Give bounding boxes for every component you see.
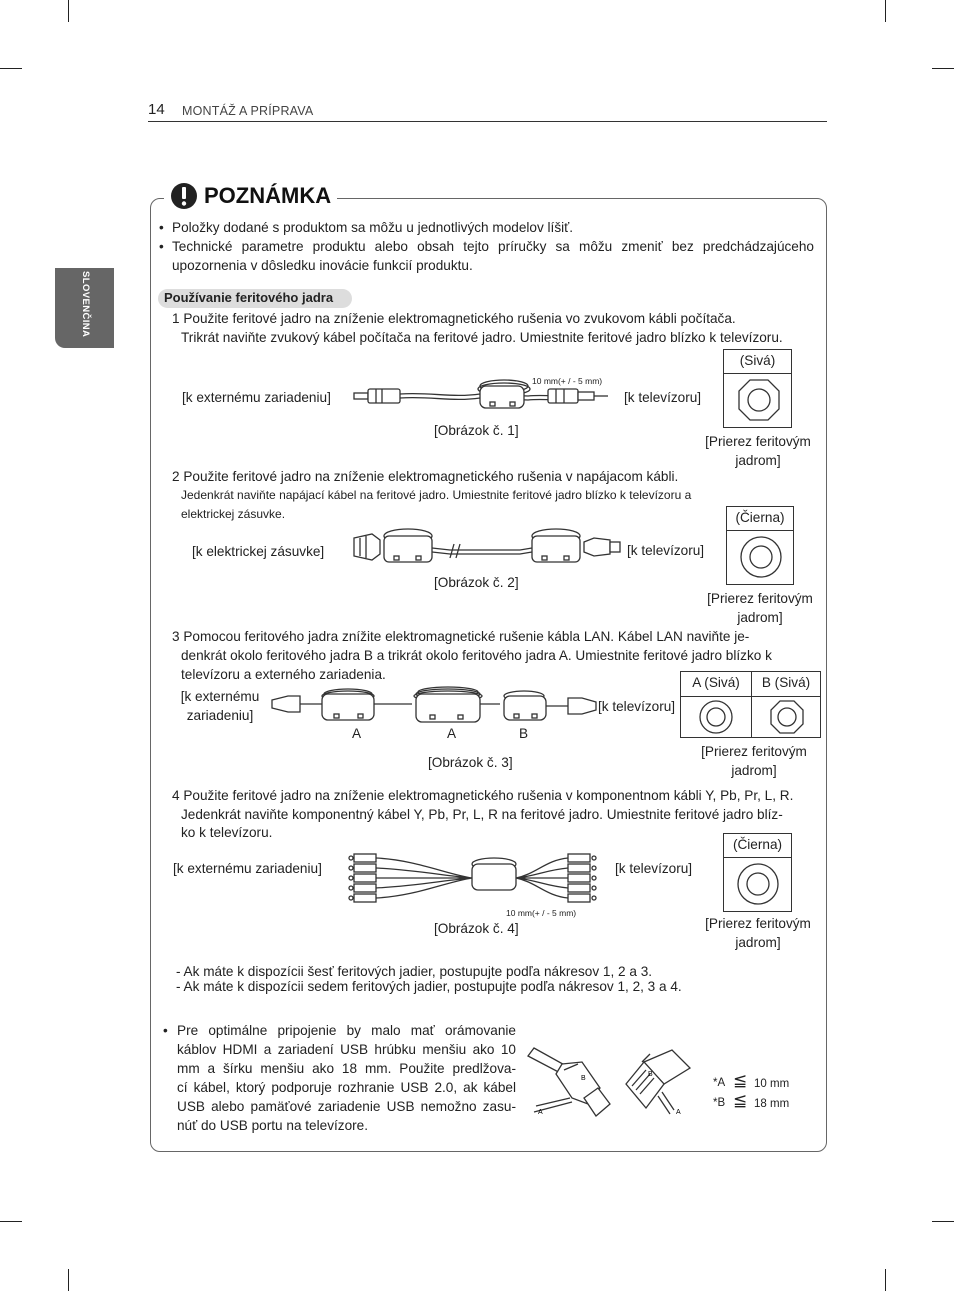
spec-a-value: 10 mm: [754, 1078, 790, 1090]
hdmi-line: mm a šírku menšiu ako 18 mm. Použite predlžova-: [177, 1061, 516, 1076]
component-plugs-right: [568, 854, 596, 902]
item2-caption: [Obrázok č. 2]: [434, 575, 519, 590]
item1-line1: 1 Použite feritové jadro na zníženie elektromagnetického rušenia vo zvukovom kábli počítača.: [172, 311, 736, 326]
power-cable-figure: [350, 524, 626, 570]
item1-right-label: [k televízoru]: [624, 390, 702, 405]
round-core-icon: [736, 862, 780, 906]
bullet-text: Technické parametre produktu alebo obsah tejto príručky sa môžu zmeniť bez predchádzajúceho upozornenia v dôsledku inovácie funkcií produktu.: [172, 239, 814, 273]
item4-left-label: [k externému zariadeniu]: [173, 861, 322, 876]
hdmi-line: káblov HDMI a zariadení USB hrúbku menšiu ako 10: [177, 1042, 516, 1057]
lan-plug-left: [272, 696, 300, 712]
round-core-icon: [698, 699, 734, 735]
note-header: [164, 176, 337, 216]
item3-section-label: jadrom]: [731, 763, 777, 778]
ferrite-core: [480, 386, 524, 408]
lan-cable-figure: [270, 684, 600, 726]
less-equal-icon: ≦: [733, 1091, 748, 1110]
less-equal-icon: ≦: [733, 1071, 748, 1090]
crop-mark: [68, 1269, 69, 1291]
ferrite-core: [384, 536, 432, 562]
item1-box-label: (Sivá): [739, 353, 776, 368]
item4-line3: ko k televízoru.: [181, 825, 273, 840]
hdmi-line: USB alebo pamäťové zariadenie USB nemožno zasu-: [177, 1099, 516, 1114]
item3-marker-b: B: [519, 726, 529, 741]
page-number: 14: [148, 101, 165, 118]
item1-caption: [Obrázok č. 1]: [434, 423, 519, 438]
hdmi-text: [177, 1021, 516, 1135]
exclamation-icon: [170, 182, 198, 210]
item2-line1: 2 Použite feritové jadro na zníženie elektromagnetického rušenia v napájacom kábli.: [172, 469, 679, 484]
footnote: - Ak máte k dispozícii šesť feritových jadier, postupujte podľa nákresov 1, 2 a 3.: [176, 964, 653, 979]
item4-section-box: [723, 833, 792, 912]
section-title: MONTÁŽ A PRÍPRAVA: [182, 104, 314, 118]
bullet-text: Položky dodané s produktom sa môžu u jednotlivých modelov líšiť.: [172, 220, 574, 235]
item2-line2: Jedenkrát naviňte napájací kábel na feritové jadro. Umiestnite feritové jadro blízko k televízoru a: [181, 488, 692, 502]
header-rule: [148, 121, 827, 122]
hdmi-label-b: B: [581, 1075, 586, 1082]
spec-b-value: 18 mm: [754, 1098, 790, 1110]
lan-plug-right: [568, 698, 596, 714]
item3-section-label: [Prierez feritovým: [701, 744, 807, 759]
item4-line1: 4 Použite feritové jadro na zníženie elektromagnetického rušenia v komponentnom kábli Y, Pb, Pr, L, R.: [172, 788, 794, 803]
audio-plug-left-body: [368, 389, 400, 403]
audio-plug-right-body: [548, 389, 578, 403]
bullet-dot: •: [163, 1023, 168, 1038]
crop-mark: [932, 68, 954, 69]
item4-caption: [Obrázok č. 4]: [434, 921, 519, 936]
octagon-core-icon: [769, 699, 805, 735]
item3-box-label-b: B (Sivá): [761, 675, 811, 690]
crop-mark: [885, 0, 886, 22]
ferrite-core-b: [504, 696, 546, 720]
crop-mark: [932, 1221, 954, 1222]
language-tab: [55, 268, 114, 348]
usb-label-a: A: [676, 1109, 681, 1116]
item2-section-label: jadrom]: [737, 610, 783, 625]
item3-box-label-a: A (Sivá): [692, 675, 740, 690]
language-tab-label: SLOVENČINA: [80, 271, 91, 338]
crop-mark: [0, 1221, 22, 1222]
item2-left-label: [k elektrickej zásuvke]: [192, 544, 325, 559]
hdmi-line: Pre optimálne pripojenie by malo mať orámovanie: [177, 1023, 516, 1038]
spec-a-label: *A: [713, 1077, 726, 1089]
item3-marker-a: A: [447, 726, 457, 741]
ferrite-heading: Používanie feritového jadra: [164, 290, 334, 305]
ferrite-core: [532, 536, 580, 562]
hdmi-connector-figure: [526, 1040, 616, 1126]
item4-section-label: [Prierez feritovým: [705, 916, 811, 931]
item2-right-label: [k televízoru]: [627, 543, 705, 558]
footnote: - Ak máte k dispozícii sedem feritových jadier, postupujte podľa nákresov 1, 2, 3 a 4.: [176, 979, 682, 994]
item1-dimension: 10 mm(+ / - 5 mm): [532, 376, 603, 386]
hdmi-label-a: A: [538, 1109, 543, 1116]
item1-left-label: [k externému zariadeniu]: [182, 390, 331, 405]
item4-box-label: (Čierna): [732, 837, 783, 852]
item4-line2: Jedenkrát naviňte komponentný kábel Y, Pb, Pr, L, R na feritové jadro. Umiestnite feritové jadro blíz-: [181, 807, 783, 822]
spec-b-label: *B: [713, 1097, 726, 1109]
item3-line2: denkrát okolo feritového jadra B a trikrát okolo feritového jadra A. Umiestnite feritové jadro blízko k: [181, 648, 772, 663]
audio-plug-right: [578, 392, 594, 400]
item2-line3: elektrickej zásuvke.: [181, 507, 286, 521]
item2-box-label: (Čierna): [735, 510, 785, 525]
item1-line2: Trikrát naviňte zvukový kábel počítača na feritové jadro. Umiestnite feritové jadro blízko k televízoru.: [181, 330, 783, 345]
ferrite-core: [472, 864, 516, 890]
hdmi-line: cí kábel, ktorý podporuje rozhranie USB 2.0, ak kábel: [177, 1080, 516, 1095]
item2-section-box: [726, 506, 794, 585]
item1-section-label: [Prierez feritovým: [705, 434, 811, 449]
item1-section-label: jadrom]: [735, 453, 781, 468]
power-cable-line: [432, 548, 532, 550]
audio-plug-left: [354, 393, 368, 399]
item3-section-box: [680, 671, 821, 738]
ferrite-heading-pill: [158, 289, 352, 308]
usb-connector-figure: [618, 1046, 698, 1126]
item3-line1: 3 Pomocou feritového jadra znížite elektromagnetické rušenie kábla LAN. Kábel LAN naviňte je-: [172, 629, 750, 644]
item3-left-label: zariadeniu]: [186, 708, 254, 723]
item3-caption: [Obrázok č. 3]: [428, 755, 513, 770]
item1-section-box: [723, 349, 792, 428]
component-cable-figure: [346, 850, 600, 908]
ferrite-core-a: [416, 694, 480, 722]
item4-section-label: jadrom]: [735, 935, 781, 950]
item2-section-label: [Prierez feritovým: [707, 591, 813, 606]
usb-label-b: B: [648, 1071, 653, 1078]
bullet-dot: •: [159, 239, 164, 254]
crop-mark: [0, 68, 22, 69]
item3-right-label: [k televízoru]: [598, 699, 676, 714]
item3-marker-a: A: [352, 726, 362, 741]
note-title: POZNÁMKA: [204, 183, 332, 208]
component-plugs-left: [349, 854, 376, 902]
item4-right-label: [k televízoru]: [615, 861, 693, 876]
crop-mark: [885, 1269, 886, 1291]
audio-cable-figure: [352, 374, 612, 418]
round-core-icon: [739, 535, 783, 579]
hdmi-line: núť do USB portu na televízore.: [177, 1118, 368, 1133]
bullet-dot: •: [159, 220, 164, 235]
crop-mark: [68, 0, 69, 22]
ferrite-core-a: [322, 694, 374, 720]
item3-line3: televízoru a externého zariadenia.: [181, 667, 386, 682]
item3-left-label: [k externému: [180, 689, 260, 704]
power-plug-right: [584, 538, 610, 556]
power-plug-left: [354, 534, 380, 560]
octagon-core-icon: [737, 378, 781, 422]
item4-dimension: 10 mm(+ / - 5 mm): [506, 908, 577, 918]
